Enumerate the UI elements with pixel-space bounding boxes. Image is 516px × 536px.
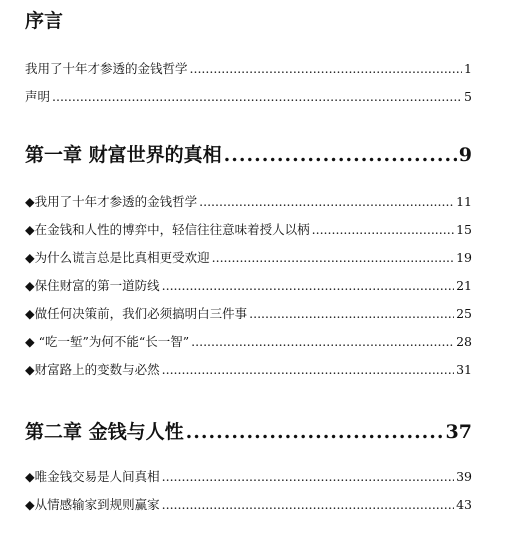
dot-leader — [162, 497, 454, 513]
chapter-title: 第二章 金钱与人性 — [25, 421, 184, 443]
toc-entry-page: 1 — [464, 61, 472, 76]
dot-leader — [199, 194, 454, 210]
toc-entry-page: 43 — [456, 497, 472, 512]
dot-leader — [186, 420, 444, 444]
toc-entry-label: 声明 — [25, 89, 51, 104]
chapter-page: 9 — [458, 144, 472, 166]
toc-entry — [25, 362, 472, 378]
toc-entry-page: 25 — [456, 306, 472, 321]
dot-leader — [249, 306, 454, 322]
chapter-heading — [25, 420, 472, 444]
chapter-heading — [25, 143, 472, 167]
dot-leader — [191, 334, 454, 350]
toc-entry-label: ◆ “吃一堑”为何不能“长一智” — [25, 334, 190, 349]
toc-entry — [25, 222, 472, 238]
toc-entry — [25, 250, 472, 266]
toc-entry-label: ◆财富路上的变数与必然 — [25, 362, 160, 377]
dot-leader — [312, 222, 454, 238]
dot-leader — [212, 250, 454, 266]
dot-leader — [162, 362, 454, 378]
preface-title: 序言 — [25, 10, 64, 32]
toc-entry-label: 我用了十年才参透的金钱哲学 — [25, 61, 188, 76]
toc-entry-label: ◆为什么谎言总是比真相更受欢迎 — [25, 250, 210, 265]
toc-entry — [25, 89, 472, 105]
toc-entry — [25, 497, 472, 513]
dot-leader — [190, 61, 463, 77]
toc-entry-label: ◆在金钱和人性的博弈中，轻信往往意味着授人以柄 — [25, 222, 310, 237]
toc-entry-page: 15 — [456, 222, 472, 237]
toc-entry-label: ◆从情感输家到规则赢家 — [25, 497, 160, 512]
toc-entry — [25, 469, 472, 485]
toc-entry-label: ◆保住财富的第一道防线 — [25, 278, 160, 293]
toc-entry-page: 28 — [456, 334, 472, 349]
toc-entry — [25, 278, 472, 294]
dot-leader — [224, 143, 457, 167]
toc-entry — [25, 334, 472, 350]
toc-entry-page: 31 — [456, 362, 472, 377]
toc-entry-label: ◆做任何决策前，我们必须搞明白三件事 — [25, 306, 248, 321]
toc-entry-page: 39 — [456, 469, 472, 484]
dot-leader — [162, 469, 454, 485]
toc-entry-page: 11 — [456, 194, 472, 209]
toc-entry — [25, 306, 472, 322]
toc-entry-page: 21 — [456, 278, 472, 293]
dot-leader — [52, 89, 462, 105]
toc-entry-label: ◆我用了十年才参透的金钱哲学 — [25, 194, 198, 209]
dot-leader — [162, 278, 454, 294]
chapter-page: 37 — [445, 421, 472, 443]
toc-entry — [25, 194, 472, 210]
toc-entry-page: 5 — [464, 89, 472, 104]
chapter-title: 第一章 财富世界的真相 — [25, 144, 222, 166]
toc-entry-label: ◆唯金钱交易是人间真相 — [25, 469, 160, 484]
toc-entry — [25, 61, 472, 77]
toc-entry-page: 19 — [456, 250, 472, 265]
